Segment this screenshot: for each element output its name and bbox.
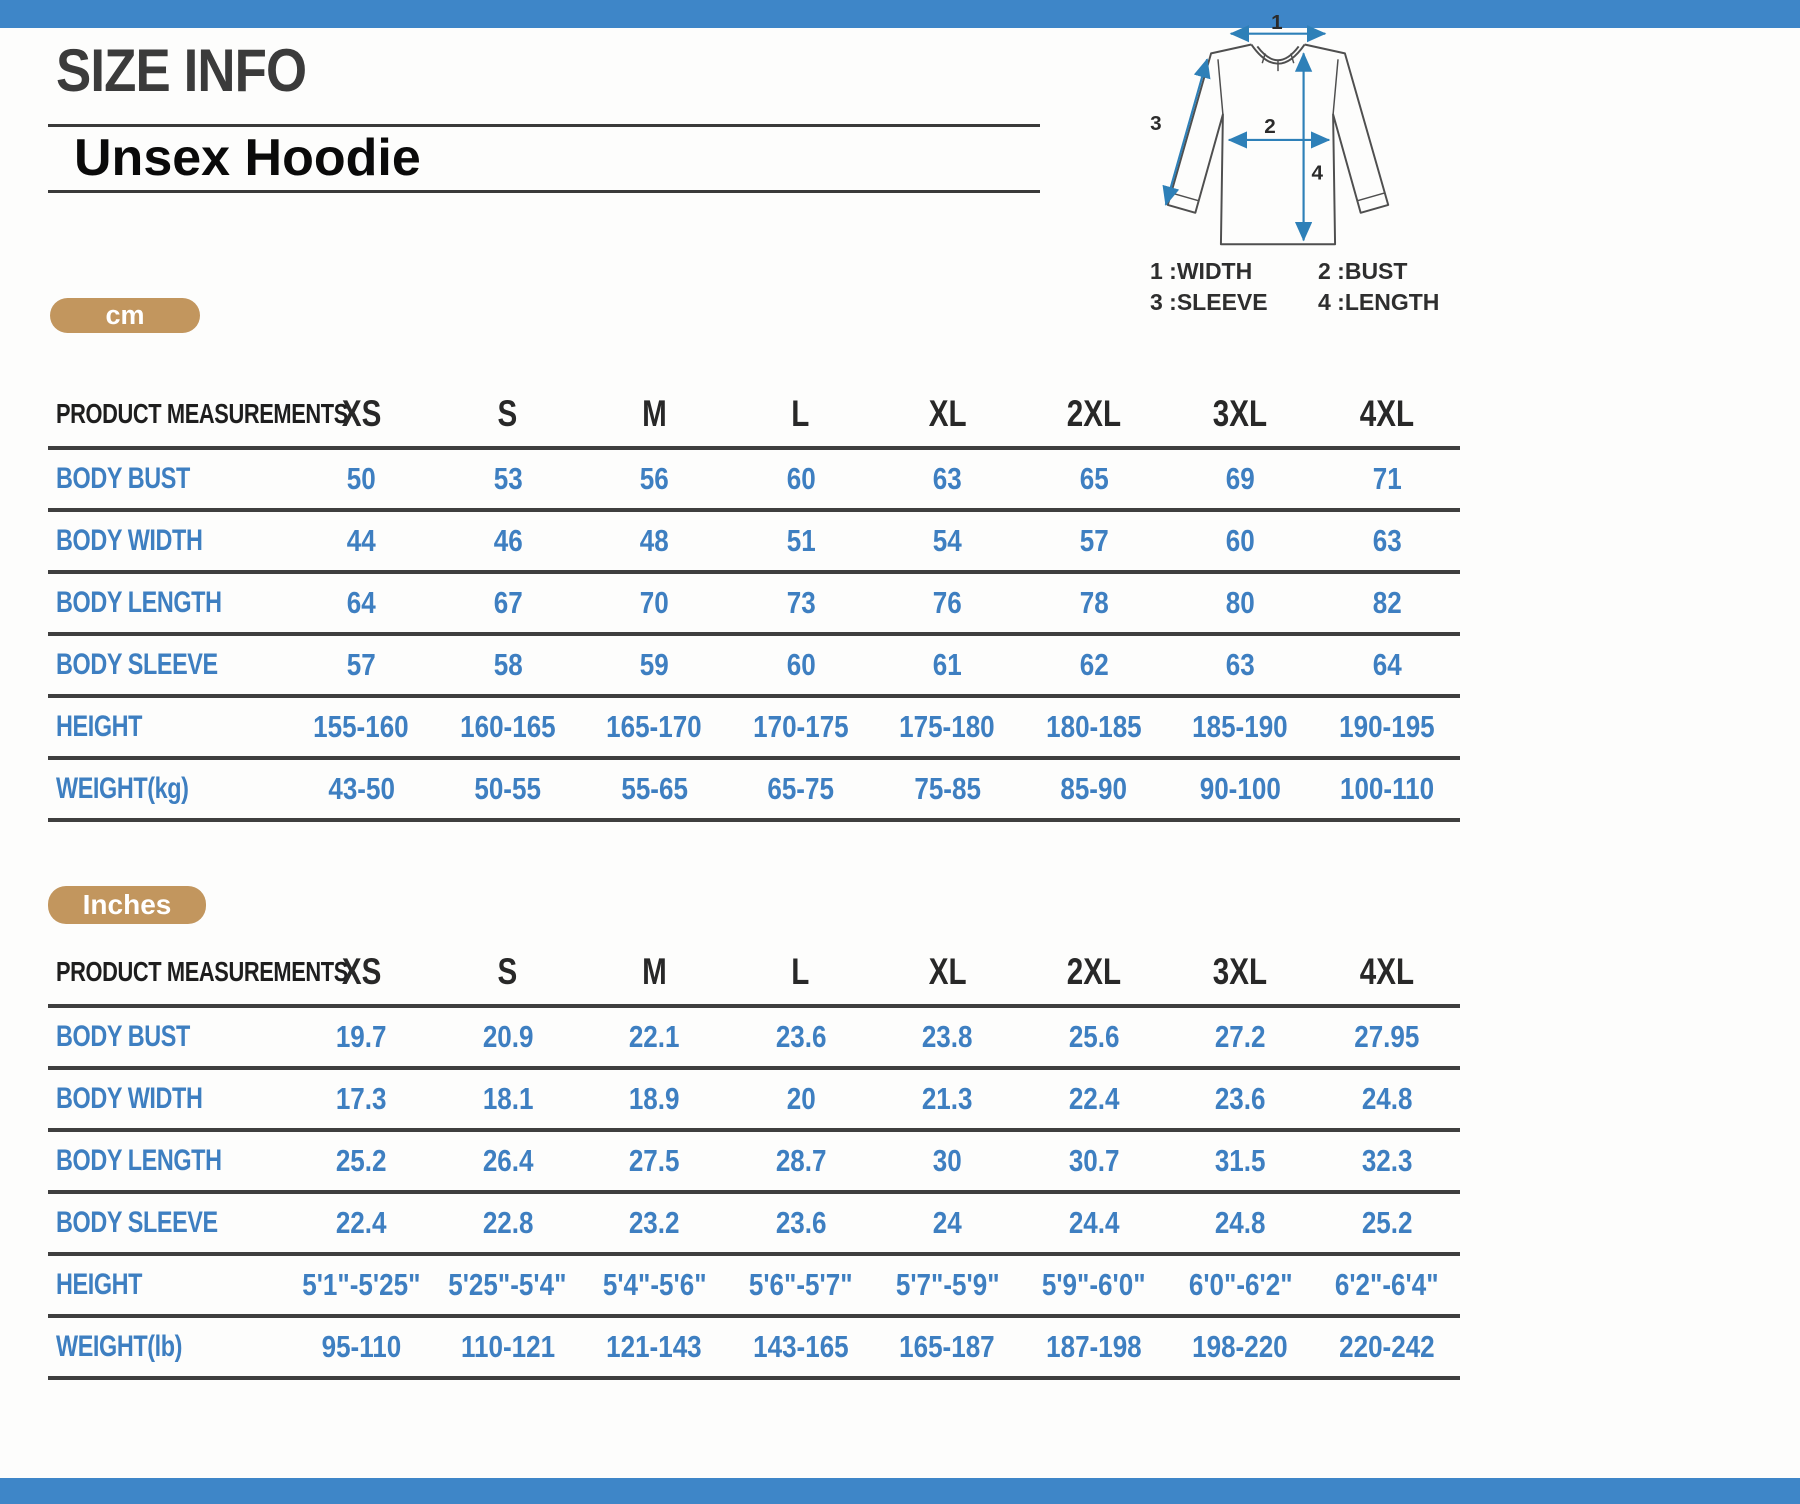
weight-kg-m-text: 55-65 [620, 771, 688, 806]
weight-kg-xs-text: 43-50 [327, 771, 395, 806]
row-label-body-width [48, 524, 288, 558]
weight-kg-m [581, 771, 728, 807]
inches-unit-badge [48, 886, 206, 924]
body-sleeve-4xl-text: 25.2 [1361, 1205, 1413, 1240]
body-width-xl-text: 54 [932, 523, 962, 558]
row-label-body-sleeve-text: BODY SLEEVE [56, 648, 218, 681]
body-bust-l-text: 60 [786, 461, 816, 496]
row-label-body-bust-text: BODY BUST [56, 1020, 190, 1053]
height-4xl-text: 190-195 [1338, 709, 1435, 744]
body-length-xl [874, 1143, 1021, 1179]
size-column-header-s-text: S [497, 393, 518, 434]
size-column-header-2xl-text: 2XL [1066, 951, 1121, 992]
body-width-2xl [1021, 1081, 1168, 1117]
divider-line [48, 190, 1040, 193]
bottom-accent-bar [0, 1478, 1800, 1504]
body-width-4xl [1314, 1081, 1461, 1117]
size-column-header-xl [874, 951, 1021, 993]
body-bust-3xl-text: 69 [1225, 461, 1255, 496]
height-xs [288, 709, 435, 745]
row-label-height-text: HEIGHT [56, 1268, 143, 1301]
body-length-2xl [1021, 1143, 1168, 1179]
table-row-body-bust [48, 450, 1460, 508]
weight-lb-xs-text: 95-110 [321, 1329, 402, 1364]
table-row-body-sleeve [48, 1194, 1460, 1252]
table-row-body-width [48, 512, 1460, 570]
body-length-3xl-text: 80 [1225, 585, 1255, 620]
body-width-xl [874, 1081, 1021, 1117]
body-sleeve-m-text: 23.2 [628, 1205, 680, 1240]
height-l [728, 709, 875, 745]
row-label-body-bust [48, 462, 288, 496]
row-label-height [48, 1268, 288, 1302]
size-column-header-xs-text: XS [341, 951, 381, 992]
body-bust-2xl [1021, 461, 1168, 497]
size-column-header-xl-text: XL [928, 393, 967, 434]
body-bust-xl [874, 1019, 1021, 1055]
sleeve-arrow [1166, 59, 1207, 205]
size-column-header-s-text: S [497, 951, 518, 992]
body-width-l-text: 20 [786, 1081, 816, 1116]
size-column-header-4xl [1314, 393, 1461, 435]
body-bust-2xl [1021, 1019, 1168, 1055]
body-sleeve-m [581, 647, 728, 683]
body-sleeve-xl-text: 24 [932, 1205, 962, 1240]
row-label-body-bust-text: BODY BUST [56, 462, 190, 495]
size-column-header-s [435, 951, 582, 993]
body-bust-3xl-text: 27.2 [1214, 1019, 1266, 1054]
body-sleeve-xs [288, 647, 435, 683]
body-bust-l-text: 23.6 [775, 1019, 827, 1054]
height-xl [874, 1267, 1021, 1303]
height-2xl-text: 180-185 [1045, 709, 1142, 744]
weight-lb-xl [874, 1329, 1021, 1365]
body-sleeve-m-text: 59 [639, 647, 669, 682]
height-m [581, 709, 728, 745]
body-length-l-text: 73 [786, 585, 816, 620]
weight-lb-xs [288, 1329, 435, 1365]
body-width-4xl-text: 63 [1372, 523, 1402, 558]
body-sleeve-l-text: 60 [786, 647, 816, 682]
body-sleeve-3xl-text: 63 [1225, 647, 1255, 682]
weight-lb-s [435, 1329, 582, 1365]
body-length-xl-text: 76 [932, 585, 962, 620]
body-sleeve-xs [288, 1205, 435, 1241]
svg-text:4: 4 [1311, 161, 1323, 185]
weight-lb-4xl-text: 220-242 [1338, 1329, 1435, 1364]
height-xs-text: 5'1"-5'25" [302, 1267, 421, 1302]
height-xl-text: 5'7"-5'9" [895, 1267, 1000, 1302]
body-bust-s [435, 461, 582, 497]
height-xl-text: 175-180 [899, 709, 996, 744]
weight-kg-3xl [1167, 771, 1314, 807]
legend-bust: 2 :BUST [1318, 258, 1408, 284]
body-width-s [435, 523, 582, 559]
weight-kg-l [728, 771, 875, 807]
size-column-header-xl-text: XL [928, 951, 967, 992]
weight-kg-xl [874, 771, 1021, 807]
size-column-header-m [581, 951, 728, 993]
row-label-weight-kg-text: WEIGHT(kg) [56, 772, 189, 805]
svg-text:1: 1 [1271, 14, 1283, 34]
size-column-header-xl [874, 393, 1021, 435]
body-length-xs-text: 64 [346, 585, 376, 620]
table-row-weight-lb [48, 1318, 1460, 1376]
height-3xl [1167, 1267, 1314, 1303]
row-label-body-width-text: BODY WIDTH [56, 524, 203, 557]
body-sleeve-4xl-text: 64 [1372, 647, 1402, 682]
body-length-xl-text: 30 [932, 1143, 962, 1178]
table-row-body-length [48, 574, 1460, 632]
height-m-text: 165-170 [606, 709, 703, 744]
body-width-l-text: 51 [786, 523, 816, 558]
weight-lb-3xl [1167, 1329, 1314, 1365]
height-s [435, 1267, 582, 1303]
body-length-xs [288, 1143, 435, 1179]
table-divider [48, 1376, 1460, 1380]
body-length-m-text: 70 [639, 585, 669, 620]
body-sleeve-xs-text: 57 [346, 647, 376, 682]
body-width-m-text: 18.9 [628, 1081, 680, 1116]
body-length-3xl [1167, 1143, 1314, 1179]
body-sleeve-l [728, 1205, 875, 1241]
size-column-header-m-text: M [641, 393, 667, 434]
height-xs [288, 1267, 435, 1303]
height-3xl-text: 185-190 [1192, 709, 1289, 744]
body-width-2xl [1021, 523, 1168, 559]
body-width-l [728, 523, 875, 559]
row-label-weight-kg [48, 772, 288, 806]
body-length-l [728, 585, 875, 621]
size-column-header-4xl [1314, 951, 1461, 993]
size-column-header-l-text: L [791, 951, 810, 992]
body-sleeve-2xl [1021, 647, 1168, 683]
measurements-header [48, 398, 348, 430]
body-sleeve-2xl [1021, 1205, 1168, 1241]
height-l-text: 170-175 [752, 709, 849, 744]
size-column-header-m [581, 393, 728, 435]
table-divider [48, 818, 1460, 822]
height-2xl-text: 5'9"-6'0" [1041, 1267, 1146, 1302]
body-width-xl [874, 523, 1021, 559]
body-sleeve-2xl-text: 24.4 [1068, 1205, 1120, 1240]
table-row-body-length [48, 1132, 1460, 1190]
body-width-xs [288, 523, 435, 559]
table-row-height [48, 1256, 1460, 1314]
body-length-4xl [1314, 585, 1461, 621]
body-bust-4xl-text: 27.95 [1354, 1019, 1420, 1054]
table-row-height [48, 698, 1460, 756]
row-label-body-length-text: BODY LENGTH [56, 1144, 222, 1177]
body-bust-4xl [1314, 1019, 1461, 1055]
height-s-text: 160-165 [459, 709, 556, 744]
body-bust-s [435, 1019, 582, 1055]
body-length-s-text: 67 [493, 585, 523, 620]
body-bust-2xl-text: 65 [1079, 461, 1109, 496]
body-width-s [435, 1081, 582, 1117]
svg-text:3: 3 [1150, 112, 1162, 136]
table-row-weight-kg [48, 760, 1460, 818]
divider-line [48, 124, 1040, 127]
body-length-s [435, 585, 582, 621]
weight-kg-s-text: 50-55 [474, 771, 542, 806]
measurements-header-text: PRODUCT MEASUREMENTS [56, 398, 348, 429]
legend-width: 1 :WIDTH [1150, 258, 1253, 284]
height-l [728, 1267, 875, 1303]
size-column-header-2xl [1021, 393, 1168, 435]
height-xl [874, 709, 1021, 745]
row-label-body-sleeve-text: BODY SLEEVE [56, 1206, 218, 1239]
row-label-body-length-text: BODY LENGTH [56, 586, 222, 619]
size-column-header-4xl-text: 4XL [1359, 393, 1414, 434]
size-column-header-xs-text: XS [341, 393, 381, 434]
body-bust-m-text: 22.1 [628, 1019, 680, 1054]
weight-kg-3xl-text: 90-100 [1199, 771, 1281, 806]
legend-sleeve: 3 :SLEEVE [1150, 289, 1268, 315]
size-column-header-l-text: L [791, 393, 810, 434]
top-accent-bar [0, 0, 1800, 28]
cm-unit-badge [50, 298, 200, 333]
weight-kg-2xl [1021, 771, 1168, 807]
height-s [435, 709, 582, 745]
body-sleeve-xl [874, 1205, 1021, 1241]
body-bust-3xl [1167, 1019, 1314, 1055]
weight-lb-4xl [1314, 1329, 1461, 1365]
table-row-body-sleeve [48, 636, 1460, 694]
body-bust-4xl [1314, 461, 1461, 497]
size-column-header-l [728, 951, 875, 993]
body-width-l [728, 1081, 875, 1117]
size-column-header-3xl-text: 3XL [1213, 393, 1268, 434]
product-name: Unsex Hoodie [74, 129, 421, 187]
size-column-header-2xl-text: 2XL [1066, 393, 1121, 434]
measurements-header-text: PRODUCT MEASUREMENTS [56, 956, 348, 987]
body-width-3xl-text: 60 [1225, 523, 1255, 558]
body-width-xs [288, 1081, 435, 1117]
body-bust-s-text: 53 [493, 461, 523, 496]
body-width-4xl-text: 24.8 [1361, 1081, 1413, 1116]
body-length-xs-text: 25.2 [335, 1143, 387, 1178]
body-length-m [581, 585, 728, 621]
weight-lb-3xl-text: 198-220 [1192, 1329, 1289, 1364]
body-bust-xs [288, 1019, 435, 1055]
weight-lb-m [581, 1329, 728, 1365]
body-bust-m-text: 56 [639, 461, 669, 496]
body-length-l [728, 1143, 875, 1179]
row-label-body-bust [48, 1020, 288, 1054]
height-s-text: 5'25"-5'4" [448, 1267, 567, 1302]
body-bust-m [581, 1019, 728, 1055]
body-sleeve-xl-text: 61 [932, 647, 962, 682]
body-length-2xl-text: 78 [1079, 585, 1109, 620]
body-width-3xl-text: 23.6 [1214, 1081, 1266, 1116]
weight-kg-l-text: 65-75 [767, 771, 835, 806]
body-sleeve-xl [874, 647, 1021, 683]
weight-kg-xl-text: 75-85 [913, 771, 981, 806]
body-sleeve-3xl [1167, 1205, 1314, 1241]
body-length-xl [874, 585, 1021, 621]
body-length-3xl-text: 31.5 [1214, 1143, 1266, 1178]
body-bust-m [581, 461, 728, 497]
measurement-arrows [1166, 34, 1329, 241]
row-label-weight-lb [48, 1330, 288, 1364]
body-sleeve-s-text: 22.8 [482, 1205, 534, 1240]
body-bust-xl [874, 461, 1021, 497]
inches-size-table [48, 940, 1460, 1380]
weight-kg-2xl-text: 85-90 [1060, 771, 1128, 806]
body-width-m-text: 48 [639, 523, 669, 558]
arrow-number-labels [1150, 14, 1323, 184]
body-width-xs-text: 17.3 [335, 1081, 387, 1116]
row-label-body-sleeve [48, 648, 288, 682]
height-3xl-text: 6'0"-6'2" [1188, 1267, 1293, 1302]
size-column-header-l [728, 393, 875, 435]
row-label-weight-lb-text: WEIGHT(lb) [56, 1330, 183, 1363]
body-sleeve-2xl-text: 62 [1079, 647, 1109, 682]
body-length-xs [288, 585, 435, 621]
body-sleeve-4xl [1314, 1205, 1461, 1241]
weight-lb-2xl-text: 187-198 [1045, 1329, 1142, 1364]
row-label-body-length [48, 1144, 288, 1178]
body-sleeve-xs-text: 22.4 [335, 1205, 387, 1240]
row-label-body-length [48, 586, 288, 620]
cm-badge-label: cm [105, 300, 145, 330]
body-bust-l [728, 1019, 875, 1055]
body-width-2xl-text: 57 [1079, 523, 1109, 558]
table-header-row [48, 382, 1460, 446]
body-sleeve-3xl [1167, 647, 1314, 683]
row-label-body-width-text: BODY WIDTH [56, 1082, 203, 1115]
body-bust-4xl-text: 71 [1372, 461, 1402, 496]
height-3xl [1167, 709, 1314, 745]
row-label-height-text: HEIGHT [56, 710, 143, 743]
body-sleeve-m [581, 1205, 728, 1241]
body-width-xl-text: 21.3 [921, 1081, 973, 1116]
diagram-legend [1150, 258, 1478, 316]
shirt-outline [1168, 45, 1388, 245]
size-column-header-m-text: M [641, 951, 667, 992]
size-column-header-3xl [1167, 393, 1314, 435]
table-header-row [48, 940, 1460, 1004]
cm-size-table [48, 382, 1460, 822]
body-sleeve-s [435, 1205, 582, 1241]
body-length-l-text: 28.7 [775, 1143, 827, 1178]
body-length-2xl-text: 30.7 [1068, 1143, 1120, 1178]
body-width-3xl [1167, 523, 1314, 559]
row-label-body-sleeve [48, 1206, 288, 1240]
weight-kg-s [435, 771, 582, 807]
body-length-2xl [1021, 585, 1168, 621]
height-4xl [1314, 1267, 1461, 1303]
weight-lb-l [728, 1329, 875, 1365]
body-length-4xl [1314, 1143, 1461, 1179]
size-column-header-3xl-text: 3XL [1213, 951, 1268, 992]
svg-text:2: 2 [1264, 115, 1276, 139]
body-length-4xl-text: 82 [1372, 585, 1402, 620]
hoodie-measurement-diagram [1118, 14, 1438, 260]
weight-lb-2xl [1021, 1329, 1168, 1365]
body-bust-xs-text: 19.7 [335, 1019, 387, 1054]
body-width-m [581, 523, 728, 559]
body-bust-xs-text: 50 [346, 461, 376, 496]
body-sleeve-4xl [1314, 647, 1461, 683]
body-width-4xl [1314, 523, 1461, 559]
body-length-m-text: 27.5 [628, 1143, 680, 1178]
height-2xl [1021, 1267, 1168, 1303]
body-bust-3xl [1167, 461, 1314, 497]
page-title: SIZE INFO [56, 37, 307, 104]
body-bust-s-text: 20.9 [482, 1019, 534, 1054]
body-bust-xs [288, 461, 435, 497]
body-bust-xl-text: 23.8 [921, 1019, 973, 1054]
table-row-body-bust [48, 1008, 1460, 1066]
size-column-header-2xl [1021, 951, 1168, 993]
size-column-header-s [435, 393, 582, 435]
height-m-text: 5'4"-5'6" [602, 1267, 707, 1302]
body-width-s-text: 18.1 [482, 1081, 534, 1116]
body-sleeve-l [728, 647, 875, 683]
size-column-header-3xl [1167, 951, 1314, 993]
measurements-header [48, 956, 348, 988]
size-column-header-4xl-text: 4XL [1359, 951, 1414, 992]
height-4xl-text: 6'2"-6'4" [1334, 1267, 1439, 1302]
weight-lb-m-text: 121-143 [606, 1329, 703, 1364]
body-length-s-text: 26.4 [482, 1143, 534, 1178]
body-width-s-text: 46 [493, 523, 523, 558]
body-length-4xl-text: 32.3 [1361, 1143, 1413, 1178]
body-length-s [435, 1143, 582, 1179]
body-width-2xl-text: 22.4 [1068, 1081, 1120, 1116]
body-width-3xl [1167, 1081, 1314, 1117]
row-label-height [48, 710, 288, 744]
height-m [581, 1267, 728, 1303]
weight-kg-xs [288, 771, 435, 807]
body-sleeve-s [435, 647, 582, 683]
body-length-m [581, 1143, 728, 1179]
weight-lb-s-text: 110-121 [460, 1329, 555, 1364]
body-width-xs-text: 44 [346, 523, 376, 558]
height-2xl [1021, 709, 1168, 745]
height-l-text: 5'6"-5'7" [748, 1267, 853, 1302]
height-xs-text: 155-160 [313, 709, 410, 744]
body-bust-l [728, 461, 875, 497]
body-sleeve-s-text: 58 [493, 647, 523, 682]
body-bust-xl-text: 63 [932, 461, 962, 496]
body-bust-2xl-text: 25.6 [1068, 1019, 1120, 1054]
weight-lb-xl-text: 165-187 [899, 1329, 996, 1364]
legend-length: 4 :LENGTH [1318, 289, 1440, 315]
table-row-body-width [48, 1070, 1460, 1128]
body-sleeve-3xl-text: 24.8 [1214, 1205, 1266, 1240]
body-sleeve-l-text: 23.6 [775, 1205, 827, 1240]
height-4xl [1314, 709, 1461, 745]
weight-kg-4xl [1314, 771, 1461, 807]
weight-lb-l-text: 143-165 [752, 1329, 849, 1364]
body-length-3xl [1167, 585, 1314, 621]
inches-badge-label: Inches [82, 889, 172, 920]
row-label-body-width [48, 1082, 288, 1116]
weight-kg-4xl-text: 100-110 [1339, 771, 1434, 806]
body-width-m [581, 1081, 728, 1117]
